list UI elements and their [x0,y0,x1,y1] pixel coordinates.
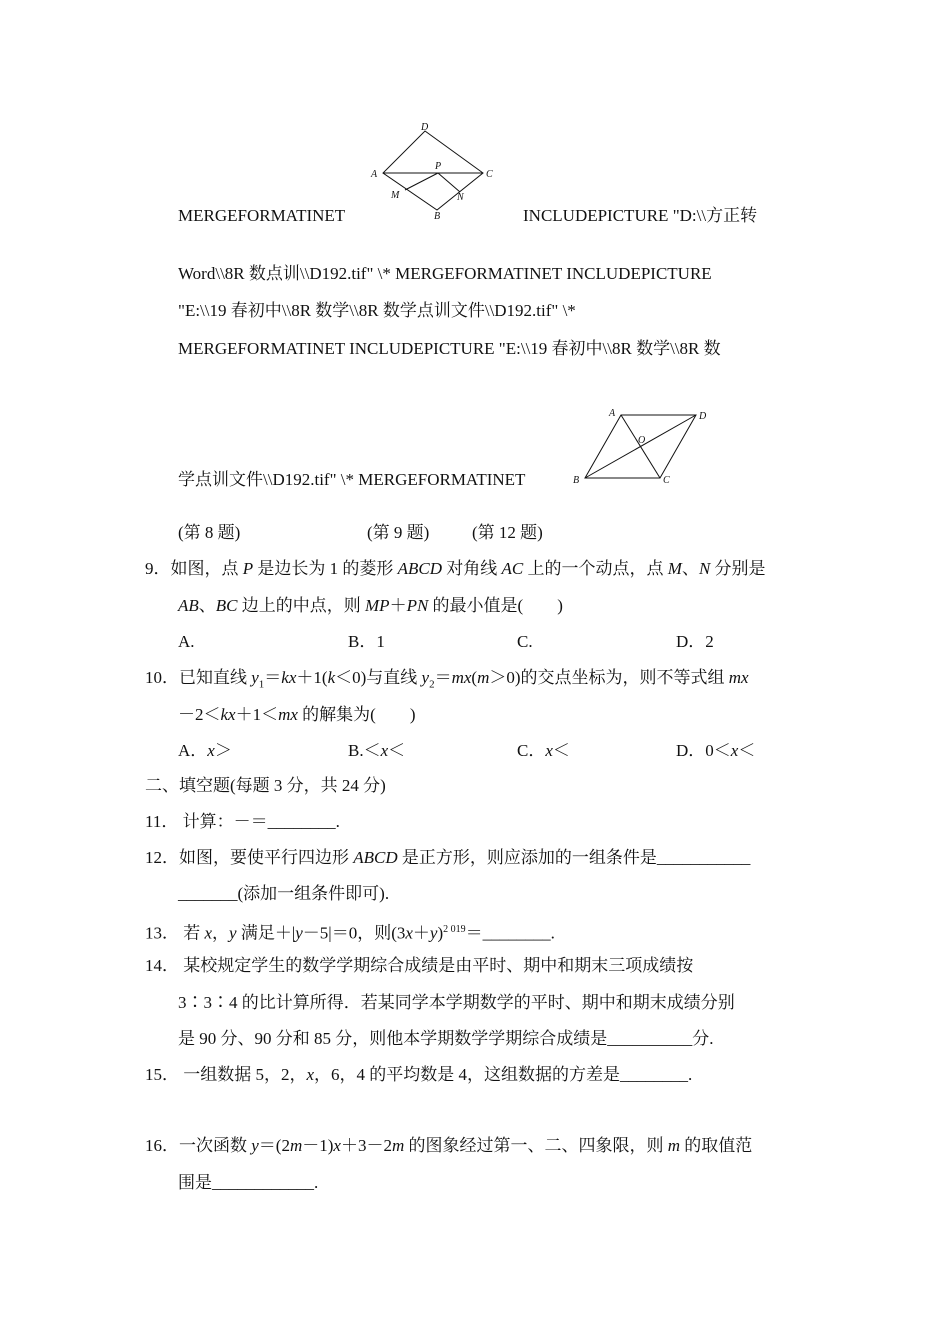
caption-q9: (第 9 题) [367,523,430,542]
q10-option-c: C．x＜ [517,741,570,760]
question-11: 11． 计算：－＝________. [145,812,340,831]
q9-option-c: C. [517,632,533,651]
diagonal-bd [585,415,696,478]
segment-mp [405,173,438,190]
question-13: 13． 若 x，y 满足＋|y－5|＝0，则$(3x+y)^{2 019}=\_\_\_\_\_\_\_\_$. [145,923,555,943]
label-p: P [435,161,442,172]
question-16-line-1: 16．一次函数 y＝(2m－1)x＋3－2m 的图象经过第一、二、四象限，则 m 的取值范 [145,1136,753,1155]
label-a: A [609,408,616,419]
label-d: D [699,411,707,422]
q9-option-d: D．2 [676,632,714,651]
q10-option-d: D．0＜x＜ [676,741,756,760]
q9-option-b: B．1 [348,632,385,651]
figure-question-8 [365,118,500,223]
caption-q8: (第 8 题) [178,523,241,542]
label-o: O [638,435,646,446]
field-line-1b: INCLUDEPICTURE "D:\\方正转 [523,206,758,225]
label-m: M [391,190,400,201]
field-line-5: 学点训文件\\D192.tif" \* MERGEFORMATINET [178,470,526,489]
question-10-line-2: －2＜kx＋1＜mx 的解集为( ) [178,705,416,724]
field-line-1a: MERGEFORMATINET [178,206,346,225]
question-14-line-1: 14． 某校规定学生的数学学期综合成绩是由平时、期中和期末三项成绩按 [145,956,694,975]
question-12-line-1: 12．如图，要使平行四边形 ABCD 是正方形，则应添加的一组条件是___________ [145,848,751,867]
question-9-line-1: 9．如图，点 P 是边长为 1 的菱形 ABCD 对角线 AC 上的一个动点，点 M、N 分别是 [145,559,766,578]
question-14-line-2: 3∶3∶4 的比计算所得．若某同学本学期数学的平时、期中和期末成绩分别 [178,993,735,1012]
label-b: B [434,211,441,222]
question-9-line-2: AB、BC 边上的中点，则 MP＋PN 的最小值是( ) [178,596,563,615]
q10-option-a: A．x＞ [178,741,232,760]
label-a: A [371,169,378,180]
field-line-4: MERGEFORMATINET INCLUDEPICTURE "E:\\19 春初中\\8R 数学\\8R 数 [178,339,721,358]
segment-pn [438,173,460,192]
field-line-3: "E:\\19 春初中\\8R 数学\\8R 数学点训文件\\D192.tif" \* [178,301,576,320]
label-n: N [457,192,464,203]
label-c: C [663,475,670,486]
q9-option-a: A. [178,632,195,651]
label-d: D [421,122,429,133]
question-10-line-1: 10．已知直线 $y_1=kx+1(k<0)$与直线 $y_2=mx(m>0)$的交点坐标为，则不等式组 mx [145,668,749,691]
section-2-heading: 二、填空题(每题 3 分，共 24 分) [145,776,386,795]
question-15: 15． 一组数据 5，2，x，6，4 的平均数是 4，这组数据的方差是________. [145,1065,693,1084]
question-12-line-2: _______(添加一组条件即可). [178,884,390,903]
label-c: C [486,169,493,180]
question-14-line-3: 是 90 分、90 分和 85 分，则他本学期数学学期综合成绩是__________分. [178,1029,714,1048]
label-b: B [573,475,580,486]
field-line-2: Word\\8R 数点训\\D192.tif" \* MERGEFORMATINET INCLUDEPICTURE [178,264,712,283]
figure-question-12 [568,403,713,488]
question-16-line-2: 围是____________. [178,1173,319,1192]
q10-option-b: B.＜x＜ [348,741,406,760]
caption-q12: (第 12 题) [472,523,543,542]
